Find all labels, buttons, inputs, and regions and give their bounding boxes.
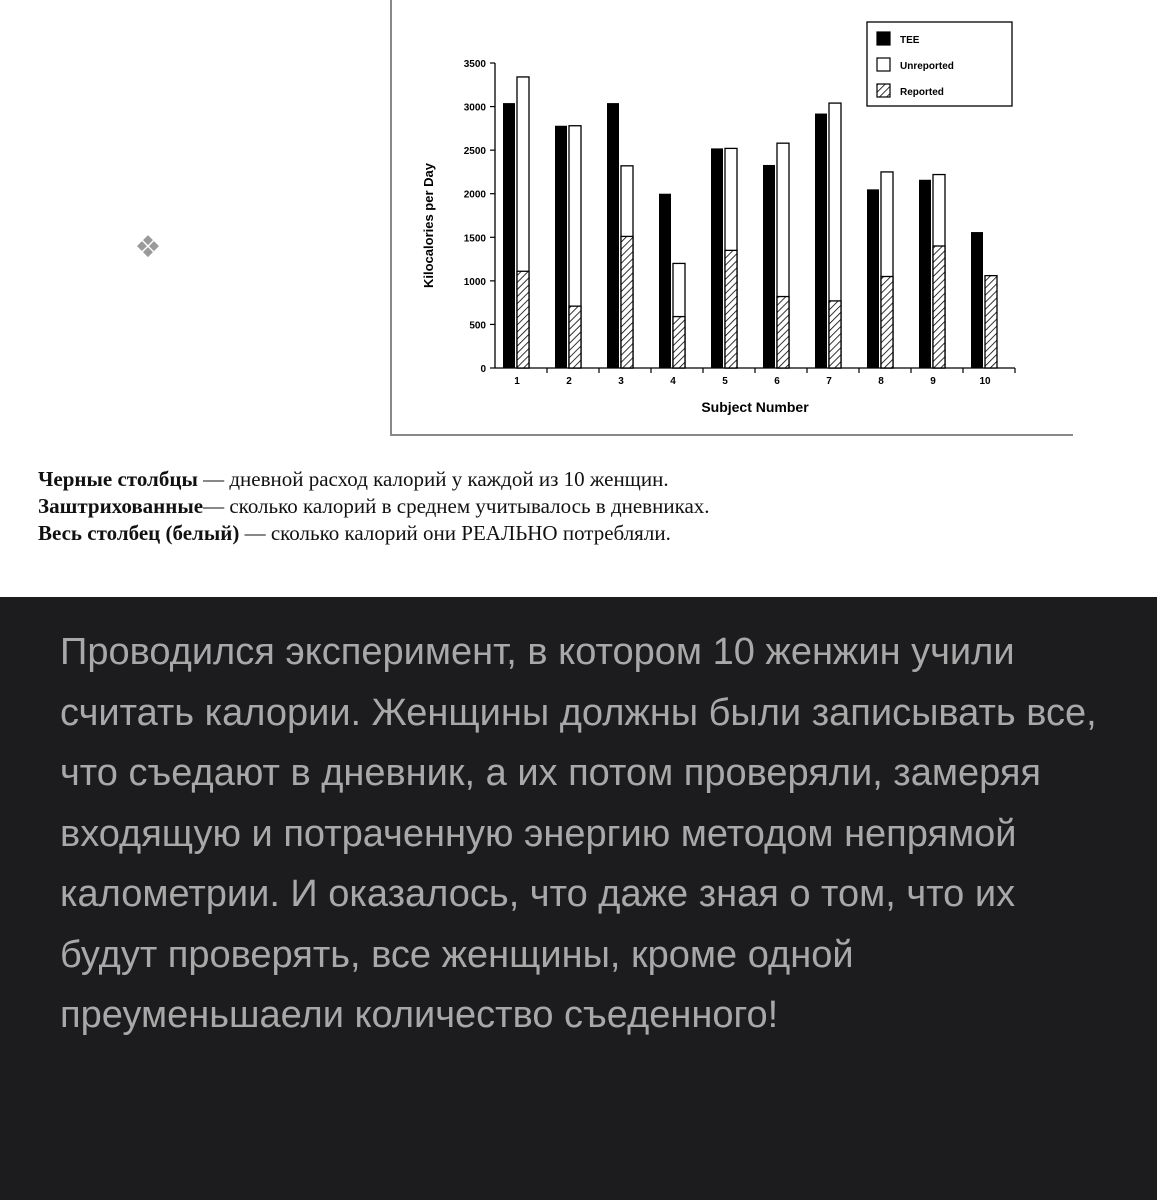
tee-bar <box>659 194 671 368</box>
chart-legend <box>867 22 1012 106</box>
tee-bar <box>503 103 515 368</box>
tee-bar <box>971 232 983 368</box>
legend-swatch <box>877 32 890 45</box>
y-tick-label: 3000 <box>463 102 486 114</box>
x-tick-label: 2 <box>566 376 572 387</box>
y-tick-label: 1000 <box>463 276 486 288</box>
bar-chart <box>0 0 1157 460</box>
x-tick-label: 5 <box>722 376 728 387</box>
post-text: Проводился эксперимент, в котором 10 женжин учили считать калории. Женщины должны были записывать все, что съедают в дневник, а их потом проверяли, замеряя входящую и потраченную энергию методом непрямой калометрии. И оказалось, что даже зная о том, что их будут проверять, все женщины, кроме одной преуменьшаели количество съеденного! <box>60 631 1097 1036</box>
reported-bar <box>673 317 685 368</box>
x-tick-label: 4 <box>670 376 676 387</box>
y-axis-label: Kilocalories per Day <box>421 163 436 288</box>
reported-bar <box>933 246 945 368</box>
chart-caption <box>38 466 1038 547</box>
ornament-icon: ❖ <box>134 230 162 265</box>
legend-label: TEE <box>900 35 920 46</box>
caption-line-3 <box>38 520 1038 547</box>
caption-desc: — дневной расход калорий у каждой из 10 женщин. <box>197 467 669 491</box>
caption-desc: — сколько калорий в среднем учитывалось в дневниках. <box>203 494 710 518</box>
y-tick-label: 0 <box>480 364 486 375</box>
x-axis-label: Subject Number <box>701 399 809 415</box>
caption-line-2 <box>38 493 1038 520</box>
reported-bar <box>569 306 581 368</box>
y-tick-label: 2500 <box>463 146 486 158</box>
reported-bar <box>829 301 841 368</box>
x-tick-label: 7 <box>826 376 832 387</box>
x-tick-label: 8 <box>878 376 884 387</box>
x-tick-label: 6 <box>774 376 780 387</box>
tee-bar <box>607 103 619 368</box>
reported-bar <box>517 271 529 368</box>
legend-label: Unreported <box>900 61 954 72</box>
tee-bar <box>711 148 723 368</box>
caption-term: Заштрихованные <box>38 494 204 518</box>
x-tick-label: 3 <box>618 376 624 387</box>
caption-line-1 <box>38 466 1038 493</box>
y-tick-label: 1500 <box>463 233 486 245</box>
legend-swatch <box>877 58 890 71</box>
tee-bar <box>815 114 827 368</box>
reported-bar <box>621 236 633 368</box>
y-tick-label: 3500 <box>463 59 486 70</box>
caption-term: Черные столбцы <box>38 467 198 491</box>
tee-bar <box>555 126 567 368</box>
reported-bar <box>881 277 893 369</box>
chart-panel <box>0 0 1157 597</box>
legend-label: Reported <box>900 87 944 98</box>
caption-term: Весь столбец (белый) <box>38 521 240 545</box>
legend-swatch <box>877 84 890 97</box>
reported-bar <box>985 276 997 368</box>
tee-bar <box>919 180 931 368</box>
x-tick-label: 1 <box>514 376 520 387</box>
tee-bar <box>867 189 879 368</box>
x-tick-label: 10 <box>979 376 991 387</box>
reported-bar <box>725 250 737 368</box>
y-tick-label: 2000 <box>463 189 486 201</box>
caption-desc: — сколько калорий они РЕАЛЬНО потребляли. <box>239 521 671 545</box>
tee-bar <box>763 165 775 368</box>
y-tick-label: 500 <box>469 320 486 332</box>
reported-bar <box>777 297 789 368</box>
x-tick-label: 9 <box>930 376 936 387</box>
